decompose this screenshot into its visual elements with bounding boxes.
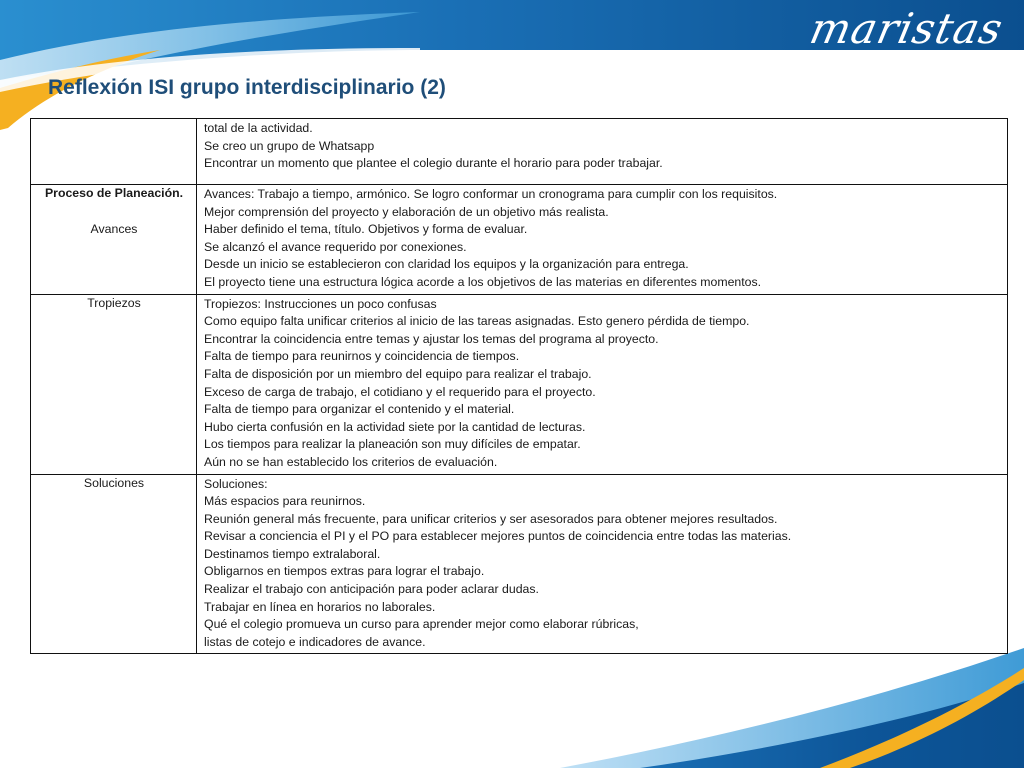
slide-title: Reflexión ISI grupo interdisciplinario (2) <box>48 76 446 99</box>
content-line: Qué el colegio promueva un curso para aprender mejor como elaborar rúbricas, <box>204 617 639 632</box>
row-content-cell <box>197 294 1008 474</box>
content-line: Desde un inicio se establecieron con claridad los equipos y la organización para entrega. <box>204 257 689 272</box>
content-line: Avances: Trabajo a tiempo, armónico. Se logro conformar un cronograma para cumplir con los requisitos. <box>204 187 778 201</box>
content-line: Más espacios para reunirnos. <box>204 494 366 509</box>
content-line: Los tiempos para realizar la planeación son muy difíciles de empatar. <box>204 437 581 452</box>
content-line: Mejor comprensión del proyecto y elaboración de un objetivo más realista. <box>204 204 609 219</box>
content-line: Encontrar la coincidencia entre temas y ajustar los temas del programa al proyecto. <box>204 331 659 346</box>
content-line: Reunión general más frecuente, para unificar criterios y ser asesorados para obtener mejores resultados. <box>204 511 778 526</box>
content-line: El proyecto tiene una estructura lógica acorde a los objetivos de las materias en diferentes momentos. <box>204 274 762 289</box>
content-line: total de la actividad. <box>204 121 313 135</box>
content-line: Falta de disposición por un miembro del equipo para realizar el trabajo. <box>204 366 592 381</box>
content-line: Encontrar un momento que plantee el colegio durante el horario para poder trabajar. <box>204 156 663 171</box>
content-line: Falta de tiempo para reunirnos y coincidencia de tiempos. <box>204 349 520 364</box>
content-line: Se creo un grupo de Whatsapp <box>204 138 375 153</box>
row-label-cell <box>31 119 197 185</box>
row-label-cell <box>31 185 197 295</box>
row-label-cell <box>31 474 197 654</box>
content-line: Soluciones: <box>204 476 268 491</box>
maristas-logo: maristas <box>805 4 1008 53</box>
row-label: Soluciones <box>83 475 145 490</box>
row-label-cell <box>31 294 197 474</box>
content-line: Hubo cierta confusión en la actividad siete por la cantidad de lecturas. <box>204 419 586 434</box>
row-label: Avances <box>90 222 138 236</box>
table-row <box>31 294 1008 474</box>
content-line: Falta de tiempo para organizar el contenido y el material. <box>204 402 515 417</box>
row-label: Tropiezos <box>87 295 141 310</box>
table-row <box>31 185 1008 295</box>
reflection-table <box>30 118 1008 654</box>
content-line: Como equipo falta unificar criterios al inicio de las tareas asignadas. Esto genero pérdida de tiempo. <box>204 314 750 329</box>
table-row <box>31 119 1008 185</box>
content-line: Realizar el trabajo con anticipación para poder aclarar dudas. <box>204 582 539 597</box>
section-heading: Proceso de Planeación. <box>44 186 184 200</box>
content-line: Revisar a conciencia el PI y el PO para establecer mejores puntos de coincidencia entre todas las materias. <box>204 529 792 544</box>
content-line: Destinamos tiempo extralaboral. <box>204 546 381 561</box>
content-line: Haber definido el tema, título. Objetivos y forma de evaluar. <box>204 222 528 237</box>
content-line: listas de cotejo e indicadores de avance. <box>204 634 426 649</box>
content-line: Aún no se han establecido los criterios de evaluación. <box>204 454 498 469</box>
content-line: Se alcanzó el avance requerido por conexiones. <box>204 239 467 254</box>
content-line: Obligarnos en tiempos extras para lograr el trabajo. <box>204 564 485 579</box>
table-row <box>31 474 1008 654</box>
row-content-cell <box>197 119 1008 185</box>
content-line: Tropiezos: Instrucciones un poco confusas <box>204 296 437 311</box>
content-line: Exceso de carga de trabajo, el cotidiano y el requerido para el proyecto. <box>204 384 596 399</box>
row-content-cell <box>197 185 1008 295</box>
content-line: Trabajar en línea en horarios no laborales. <box>204 599 436 614</box>
row-content-cell <box>197 474 1008 654</box>
